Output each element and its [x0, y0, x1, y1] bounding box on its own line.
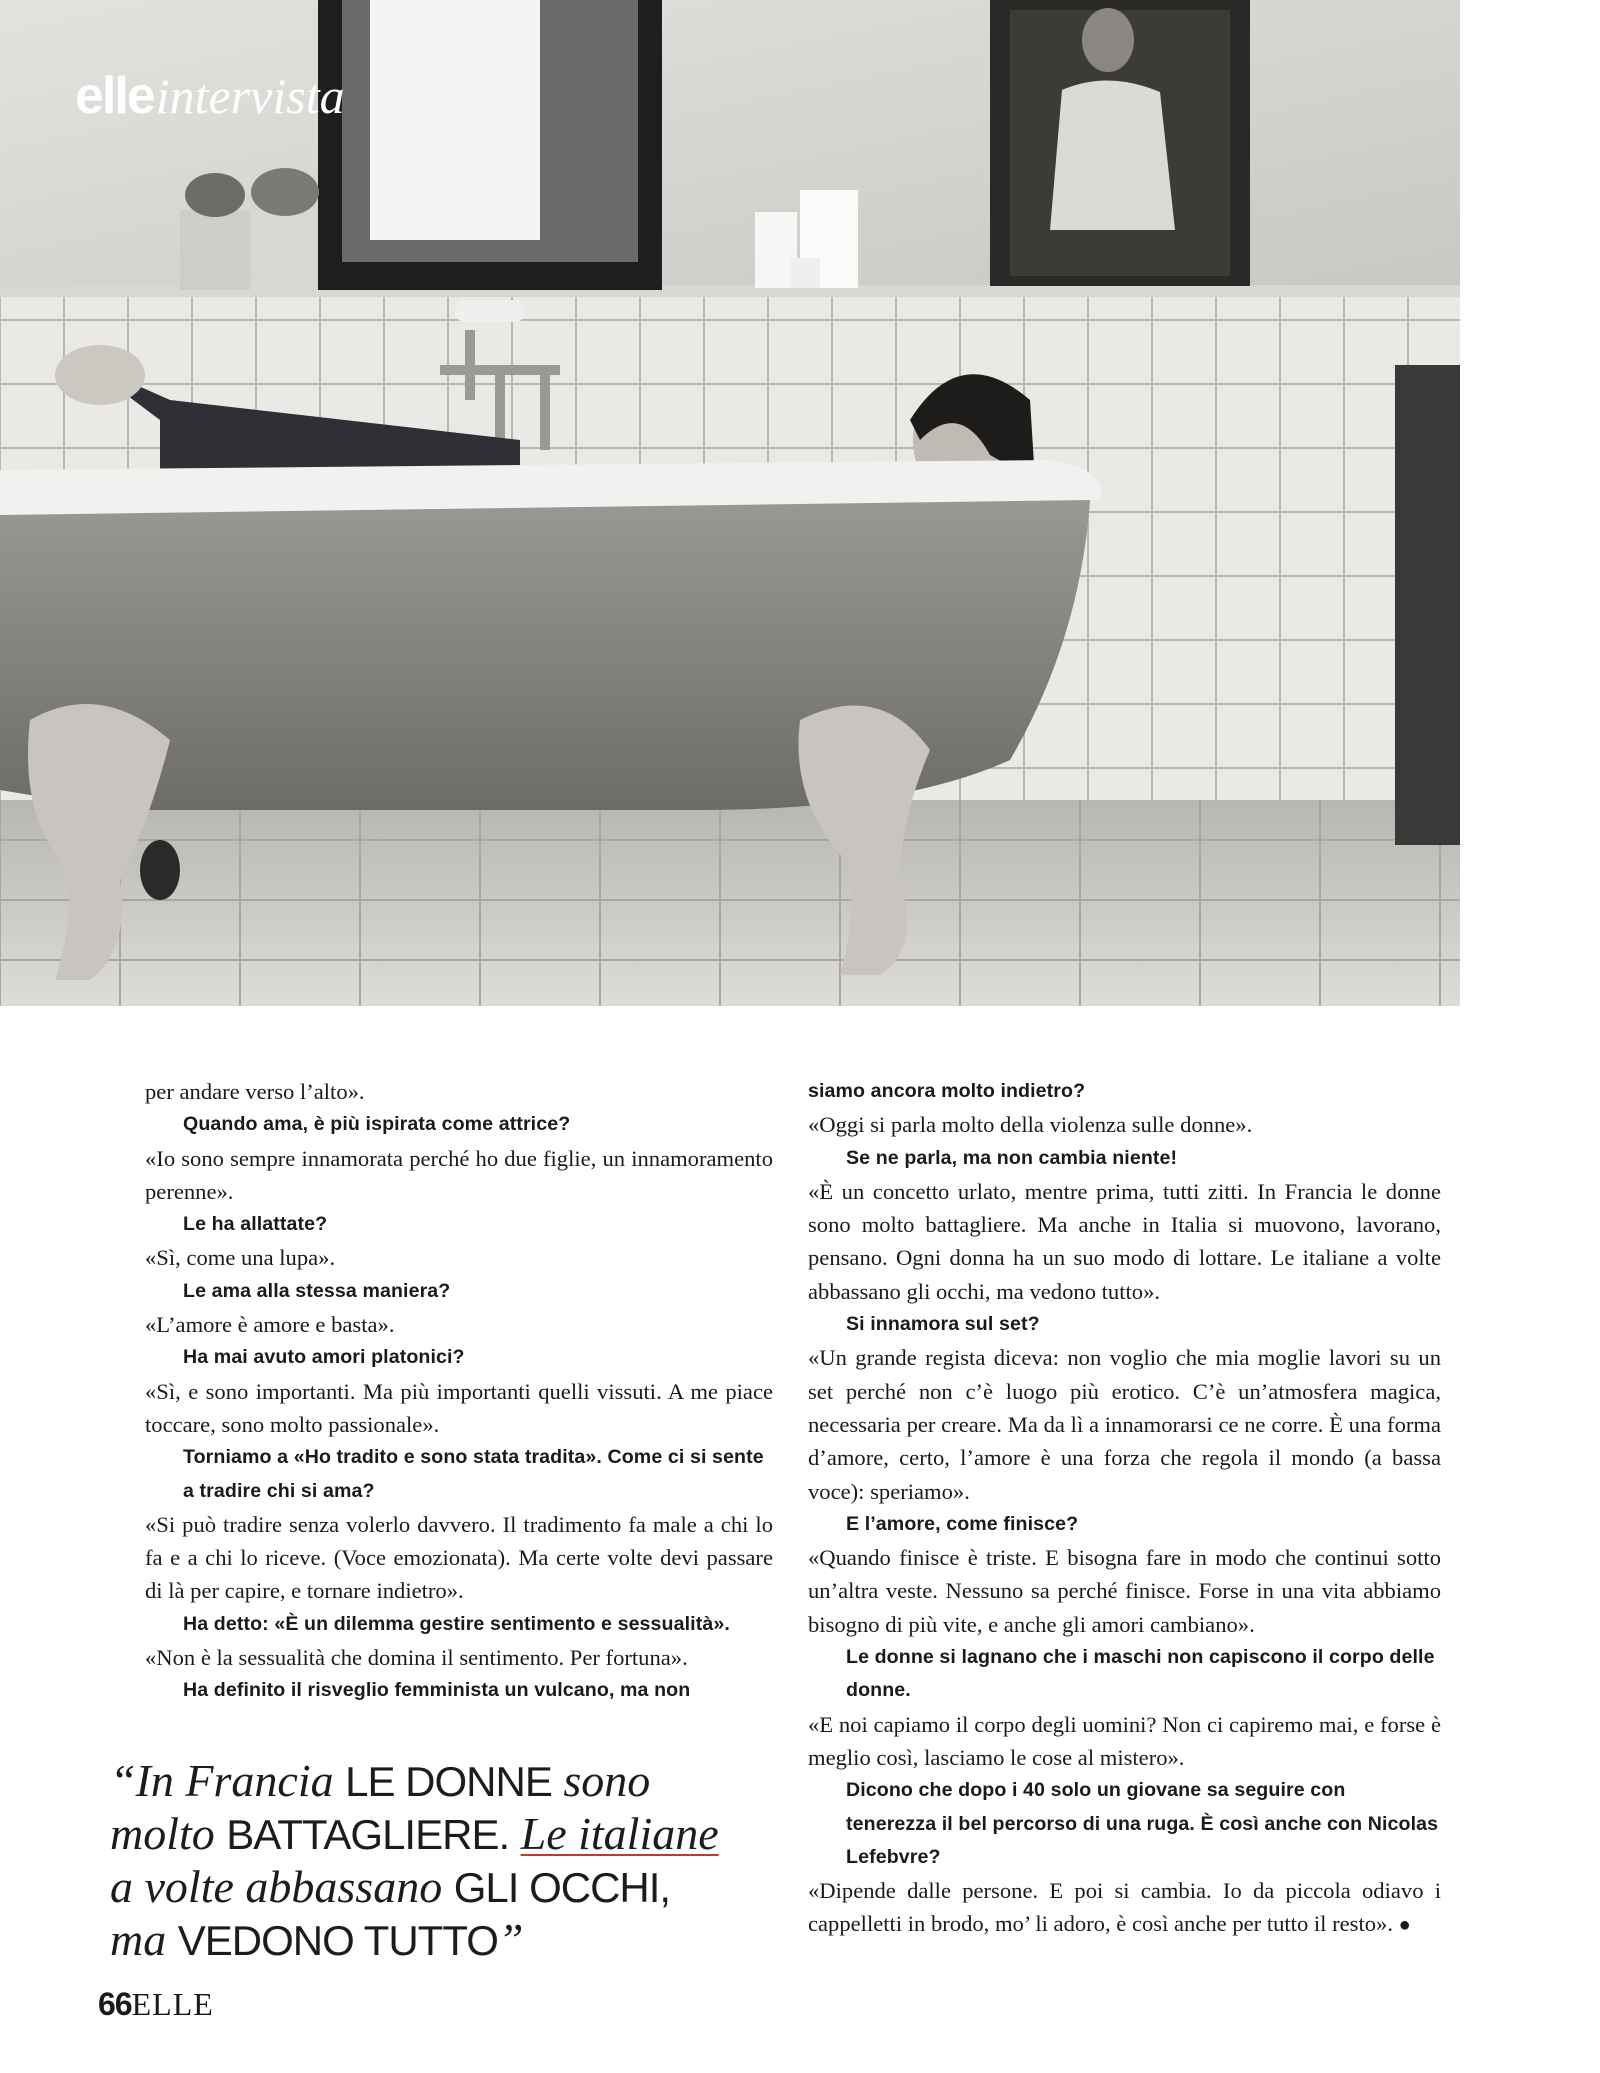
answer-text: «Si può tradire senza volerlo davvero. Il tradimento fa male a chi lo fa e a chi lo riceve. (Voce emozionata). Ma certe volte devi passare di là per capire, e tornare indietro».	[145, 1511, 773, 1604]
answer-text: «L’amore è amore e basta».	[145, 1312, 395, 1338]
question-text: Dicono che dopo i 40 solo un giovane sa seguire con tenerezza il bel percorso di una ruga. È così anche con Nicolas Lefebvre?	[846, 1779, 1439, 1868]
masthead-brand: elle	[75, 67, 154, 125]
answer-text: «Quando finisce è triste. E bisogna fare in modo che continui sotto un’altra veste. Nessuno sa perché finisce. Forse in una vita abbiamo bisogno di più vite, e anche gli amori cambiano».	[808, 1545, 1441, 1637]
question-text: E l’amore, come finisce?	[846, 1512, 1079, 1535]
pull-quote	[110, 1755, 730, 1967]
bathtub-illustration	[0, 0, 1460, 1006]
page-folio	[98, 1988, 214, 2020]
pullquote-open: “In Francia	[110, 1755, 334, 1806]
magazine-name: ELLE	[131, 1986, 214, 2022]
pullquote-close: ”	[497, 1914, 524, 1965]
pullquote-italic: sono molto	[110, 1755, 651, 1859]
answer-text: «Io sono sempre innamorata perché ho due figlie, un innamoramento perenne».	[145, 1145, 773, 1204]
end-mark-icon: ●	[1398, 1914, 1411, 1937]
question-text: siamo ancora molto indietro?	[808, 1080, 1086, 1102]
answer-text: «Dipende dalle persone. E poi si cambia. Io da piccola odiavo i cappelletti in brodo, mo’ li adoro, è così anche per tutto il resto».	[808, 1878, 1441, 1937]
pullquote-italic: ma	[110, 1914, 167, 1965]
answer-text: per andare verso l’alto».	[145, 1079, 365, 1104]
question-text: Le donne si lagnano che i maschi non capiscono il corpo delle donne.	[846, 1646, 1435, 1702]
masthead	[75, 67, 345, 125]
pullquote-italic: a volte abbassano	[110, 1861, 443, 1912]
final-answer	[808, 1874, 1441, 1943]
left-text-column	[145, 1075, 773, 1708]
pullquote-underlined: Le italiane	[520, 1808, 719, 1859]
answer-text: «Non è la sessualità che domina il sentimento. Per fortuna».	[145, 1645, 688, 1671]
masthead-section: intervista	[155, 68, 345, 124]
answer-text: «Sì, come una lupa».	[145, 1245, 336, 1271]
right-text-column	[808, 1075, 1441, 1943]
answer-text: «Un grande regista diceva: non voglio che mia moglie lavori su un set perché non c’è luogo più erotico. C’è un’atmosfera magica, necessaria per creare. Ma da lì a innamorarsi ce ne corre. È una forma d’amore, certo, l’amore è una forza che regola il mondo (a bassa voce): speriamo».	[808, 1345, 1441, 1504]
pullquote-caps: GLI OCCHI,	[453, 1864, 671, 1911]
question-text: Ha mai avuto amori platonici?	[183, 1346, 465, 1369]
answer-text: «Oggi si parla molto della violenza sulle donne».	[808, 1112, 1253, 1138]
question-text: Se ne parla, ma non cambia niente!	[846, 1146, 1178, 1169]
question-text: Torniamo a «Ho tradito e sono stata tradita». Come ci si sente a tradire chi si ama?	[183, 1446, 764, 1502]
question-text: Si innamora sul set?	[846, 1313, 1040, 1336]
question-text: Ha detto: «È un dilemma gestire sentimento e sessualità».	[183, 1612, 730, 1635]
answer-text: «È un concetto urlato, mentre prima, tutti zitti. In Francia le donne sono molto battagliere. Ma anche in Italia si muovono, lavorano, pensano. Ogni donna ha un suo modo di lottare. Le italiane a volte abbassano gli occhi, ma vedono tutto».	[808, 1178, 1441, 1304]
pullquote-caps: LE DONNE	[345, 1758, 552, 1805]
pullquote-caps: VEDONO TUTTO	[177, 1917, 498, 1964]
page-number: 66	[98, 1986, 132, 2022]
question-text: Quando ama, è più ispirata come attrice?	[183, 1113, 571, 1136]
pullquote-caps: BATTAGLIERE.	[226, 1811, 510, 1858]
question-text: Le ama alla stessa maniera?	[183, 1279, 451, 1302]
answer-text: «Sì, e sono importanti. Ma più importanti quelli vissuti. A me piace toccare, sono molto passionale».	[145, 1378, 773, 1437]
answer-text: «E noi capiamo il corpo degli uomini? Non ci capiremo mai, e forse è meglio così, lasciamo le cose al mistero».	[808, 1711, 1441, 1770]
question-text: Le ha allattate?	[183, 1213, 328, 1236]
bathtub-photo	[0, 0, 1460, 1006]
question-text: Ha definito il risveglio femminista un vulcano, ma non	[183, 1679, 691, 1702]
